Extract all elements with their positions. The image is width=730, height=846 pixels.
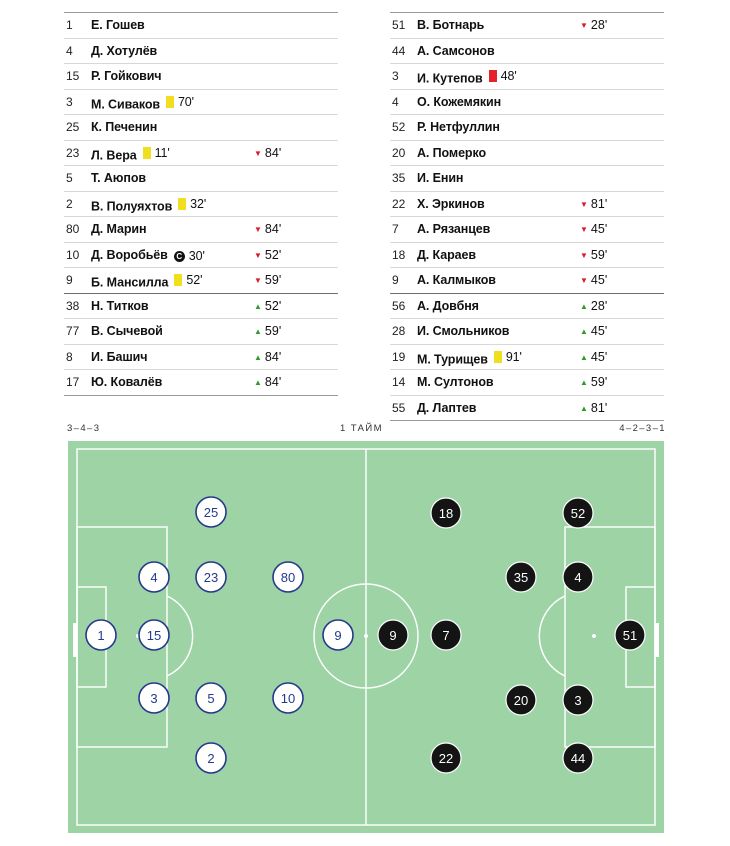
captain-icon: C	[174, 251, 185, 262]
sub-in-arrow-icon: ▲	[580, 301, 588, 311]
lineup-row	[390, 345, 664, 371]
player-number: 5	[66, 171, 73, 185]
lineup-row	[390, 370, 664, 396]
away-player-token	[431, 743, 461, 773]
player-name	[417, 192, 485, 217]
substitution	[580, 192, 607, 218]
player-name	[91, 39, 157, 64]
pitch-svg	[68, 441, 664, 833]
lineup-row	[390, 13, 664, 39]
player-name	[417, 166, 463, 191]
sub-out-arrow-icon: ▼	[580, 199, 588, 209]
player-name-text: Л. Вера	[91, 147, 137, 162]
away-player-token	[378, 620, 408, 650]
yellow-card-icon	[143, 147, 151, 159]
player-name	[91, 192, 206, 219]
away-player-token	[563, 685, 593, 715]
substitution	[580, 268, 607, 294]
player-name-text: Р. Гойкович	[91, 69, 162, 83]
player-number: 15	[66, 69, 80, 83]
player-name-text: А. Рязанцев	[417, 222, 491, 236]
lineup-row	[64, 141, 338, 167]
player-event	[174, 244, 205, 269]
token-number: 3	[574, 693, 582, 708]
sub-minute: 84'	[264, 145, 282, 160]
player-name	[417, 39, 495, 64]
substitution	[254, 345, 281, 371]
lineup-row	[390, 115, 664, 141]
player-name-text: К. Печенин	[91, 120, 158, 134]
player-name	[417, 396, 476, 421]
lineup-row	[64, 268, 338, 294]
away-player-token	[506, 562, 536, 592]
player-name-text: М. Турищев	[417, 351, 488, 366]
player-name	[91, 319, 163, 344]
lineup-row	[64, 13, 338, 39]
player-number: 38	[66, 298, 80, 313]
player-number: 77	[66, 324, 80, 338]
player-name	[417, 294, 479, 319]
lineup-row	[390, 141, 664, 167]
player-event	[166, 90, 194, 115]
player-number: 18	[392, 247, 406, 262]
sub-minute: 45'	[590, 273, 608, 287]
player-name-text: Т. Аюпов	[91, 171, 146, 185]
away-player-token	[563, 498, 593, 528]
player-name	[91, 243, 205, 269]
away-formation-label: 4–2–3–1	[619, 423, 666, 434]
lineup-row	[64, 192, 338, 218]
player-number: 8	[66, 349, 73, 364]
sub-minute: 59'	[264, 324, 282, 338]
player-event	[178, 192, 206, 217]
away-lineup	[390, 12, 664, 421]
event-minute: 48'	[500, 69, 517, 83]
sub-minute: 84'	[264, 222, 282, 236]
token-number: 5	[207, 691, 215, 706]
substitution	[580, 294, 607, 320]
right-penalty-spot	[592, 634, 596, 638]
player-number: 7	[392, 222, 399, 236]
sub-minute: 59'	[590, 247, 608, 262]
lineup-row	[390, 64, 664, 90]
player-name	[91, 141, 170, 168]
lineup-row	[390, 243, 664, 269]
player-name	[417, 319, 509, 344]
substitution	[254, 243, 281, 269]
token-number: 15	[146, 628, 162, 643]
home-lineup	[64, 12, 338, 396]
player-name	[417, 345, 522, 372]
sub-in-arrow-icon: ▲	[580, 403, 588, 413]
player-name-text: И. Смольников	[417, 324, 510, 338]
substitution	[254, 141, 281, 167]
player-name	[417, 268, 496, 293]
sub-out-arrow-icon: ▼	[580, 250, 588, 260]
half-label: 1 ТАЙМ	[340, 423, 383, 434]
player-name	[417, 370, 493, 395]
player-name-text: Н. Титков	[91, 298, 149, 313]
sub-out-arrow-icon: ▼	[254, 250, 262, 260]
token-number: 2	[207, 751, 215, 766]
player-name	[417, 64, 517, 91]
lineup-row	[390, 396, 664, 422]
player-name	[91, 166, 146, 191]
sub-out-arrow-icon: ▼	[580, 276, 588, 285]
player-name-text: А. Померко	[417, 145, 486, 160]
player-number: 1	[66, 18, 73, 32]
sub-out-arrow-icon: ▼	[254, 225, 262, 234]
yellow-card-icon	[166, 96, 174, 108]
sub-in-arrow-icon: ▲	[254, 301, 262, 311]
player-name-text: Д. Караев	[417, 247, 476, 262]
sub-out-arrow-icon: ▼	[254, 276, 262, 285]
player-event	[494, 345, 522, 370]
player-name	[91, 64, 161, 89]
player-name	[417, 243, 476, 268]
player-number: 2	[66, 196, 73, 211]
sub-minute: 45'	[590, 349, 608, 364]
token-number: 23	[203, 570, 219, 585]
home-player-token	[196, 562, 226, 592]
player-number: 22	[392, 196, 406, 211]
lineup-row	[64, 39, 338, 65]
player-number: 35	[392, 171, 406, 185]
token-number: 20	[513, 693, 529, 708]
sub-out-arrow-icon: ▼	[254, 148, 262, 158]
player-name	[91, 13, 145, 38]
pitch-diagram	[68, 441, 664, 833]
event-minute: 52'	[186, 273, 203, 287]
event-minute: 11'	[154, 145, 170, 160]
player-number: 3	[66, 94, 73, 109]
player-number: 14	[392, 375, 406, 389]
lineup-row	[64, 370, 338, 396]
player-number: 44	[392, 43, 406, 58]
player-number: 19	[392, 349, 406, 364]
lineup-row	[390, 39, 664, 65]
lineup-row	[64, 115, 338, 141]
event-minute: 70'	[177, 94, 194, 109]
home-player-token	[139, 620, 169, 650]
away-player-token	[431, 498, 461, 528]
sub-in-arrow-icon: ▲	[580, 327, 588, 336]
token-number: 51	[622, 628, 638, 643]
lineup-row	[64, 64, 338, 90]
player-number: 9	[66, 273, 73, 287]
lineup-row	[64, 166, 338, 192]
sub-in-arrow-icon: ▲	[580, 352, 588, 362]
substitution	[580, 319, 607, 345]
player-name-text: В. Ботнарь	[417, 18, 485, 32]
player-name-text: А. Самсонов	[417, 43, 495, 58]
sub-minute: 52'	[264, 247, 282, 262]
token-number: 7	[442, 628, 450, 643]
substitution	[254, 294, 281, 320]
player-name-text: И. Кутепов	[417, 71, 483, 86]
sub-in-arrow-icon: ▲	[254, 352, 262, 362]
lineup-row	[390, 90, 664, 116]
player-number: 52	[392, 120, 406, 134]
player-name-text: В. Сычевой	[91, 324, 163, 338]
player-name-text: А. Довбня	[417, 298, 479, 313]
player-name	[417, 217, 490, 242]
player-number: 17	[66, 375, 80, 389]
home-player-token	[139, 683, 169, 713]
player-event	[489, 64, 517, 89]
token-number: 35	[513, 570, 529, 585]
lineup-row	[64, 294, 338, 320]
player-number: 3	[392, 69, 399, 83]
player-number: 10	[66, 247, 80, 262]
token-number: 52	[570, 506, 586, 521]
player-name-text: М. Султонов	[417, 375, 494, 389]
token-number: 4	[150, 570, 158, 585]
home-formation-label: 3–4–3	[67, 423, 101, 434]
player-name-text: Р. Нетфуллин	[417, 120, 500, 134]
player-name-text: Д. Лаптев	[417, 400, 477, 415]
player-number: 28	[392, 324, 406, 338]
away-player-token	[506, 685, 536, 715]
player-name	[91, 115, 157, 140]
lineup-row	[390, 268, 664, 294]
player-name	[417, 90, 501, 115]
lineup-row	[390, 192, 664, 218]
player-number: 4	[392, 94, 399, 109]
home-player-token	[273, 562, 303, 592]
sub-minute: 45'	[590, 324, 608, 338]
lineup-row	[64, 217, 338, 243]
left-goal	[73, 623, 77, 657]
sub-minute: 59'	[590, 375, 608, 389]
home-player-token	[196, 743, 226, 773]
red-card-icon	[489, 70, 497, 82]
away-player-token	[563, 743, 593, 773]
home-player-token	[196, 497, 226, 527]
player-name-text: М. Сиваков	[91, 96, 160, 111]
center-spot	[364, 634, 368, 638]
substitution	[580, 396, 607, 422]
sub-out-arrow-icon: ▼	[580, 21, 588, 30]
home-player-token	[139, 562, 169, 592]
sub-in-arrow-icon: ▲	[580, 378, 588, 387]
sub-minute: 59'	[264, 273, 282, 287]
sub-in-arrow-icon: ▲	[254, 378, 262, 387]
token-number: 3	[150, 691, 158, 706]
sub-in-arrow-icon: ▲	[254, 327, 262, 336]
player-name-text: И. Енин	[417, 171, 464, 185]
player-number: 51	[392, 18, 406, 32]
event-minute: 30'	[188, 248, 205, 263]
player-name	[91, 90, 194, 117]
lineup-row	[64, 345, 338, 371]
sub-out-arrow-icon: ▼	[580, 225, 588, 234]
home-player-token	[86, 620, 116, 650]
player-number: 25	[66, 120, 80, 134]
player-number: 56	[392, 298, 406, 313]
token-number: 4	[574, 570, 582, 585]
sub-minute: 28'	[590, 18, 608, 32]
player-name-text: Б. Мансилла	[91, 275, 169, 290]
lineup-row	[64, 243, 338, 269]
home-player-token	[196, 683, 226, 713]
yellow-card-icon	[494, 351, 502, 363]
player-name-text: А. Калмыков	[417, 273, 496, 287]
player-name-text: Х. Эркинов	[417, 196, 485, 211]
sub-minute: 81'	[590, 196, 608, 211]
sub-minute: 81'	[590, 400, 608, 415]
player-name	[91, 268, 202, 295]
player-name	[417, 115, 500, 140]
substitution	[254, 319, 281, 345]
sub-minute: 45'	[590, 222, 608, 236]
lineup-row	[64, 319, 338, 345]
token-number: 44	[570, 751, 586, 766]
player-name-text: Ю. Ковалёв	[91, 375, 163, 389]
player-name	[91, 294, 148, 319]
token-number: 18	[438, 506, 454, 521]
substitution	[580, 345, 607, 371]
event-minute: 91'	[505, 349, 522, 364]
sub-minute: 52'	[264, 298, 282, 313]
player-name-text: Д. Хотулёв	[91, 43, 158, 58]
lineup-row	[390, 217, 664, 243]
lineup-row	[390, 319, 664, 345]
substitution	[254, 370, 281, 396]
substitution	[580, 370, 607, 396]
substitution	[580, 13, 607, 39]
away-player-token	[563, 562, 593, 592]
player-number: 20	[392, 145, 406, 160]
player-number: 4	[66, 43, 73, 58]
player-name	[91, 217, 146, 242]
player-name	[91, 345, 147, 370]
lineup-row	[64, 90, 338, 116]
player-name-text: О. Кожемякин	[417, 94, 502, 109]
lineup-row	[390, 294, 664, 320]
player-name-text: Е. Гошев	[91, 18, 145, 32]
token-number: 10	[280, 691, 296, 706]
home-player-token	[323, 620, 353, 650]
player-event	[174, 268, 202, 293]
player-name-text: Д. Воробьёв	[91, 247, 168, 262]
away-player-token	[615, 620, 645, 650]
substitution	[254, 268, 281, 294]
sub-minute: 28'	[590, 298, 608, 313]
token-number: 1	[97, 628, 105, 643]
substitution	[580, 217, 607, 243]
token-number: 9	[334, 628, 342, 643]
player-event	[143, 141, 170, 166]
substitution	[254, 217, 281, 243]
yellow-card-icon	[178, 198, 186, 210]
token-number: 80	[280, 570, 296, 585]
player-number: 55	[392, 400, 406, 415]
substitution	[580, 243, 607, 269]
yellow-card-icon	[174, 274, 182, 286]
player-name	[417, 13, 484, 38]
right-goal	[655, 623, 659, 657]
sub-minute: 84'	[264, 375, 282, 389]
player-name-text: Д. Марин	[91, 222, 147, 236]
player-name-text: И. Башич	[91, 349, 148, 364]
player-name	[417, 141, 486, 166]
sub-minute: 84'	[264, 349, 282, 364]
player-number: 9	[392, 273, 399, 287]
away-player-token	[431, 620, 461, 650]
player-number: 23	[66, 145, 80, 160]
event-minute: 32'	[190, 196, 207, 211]
token-number: 25	[203, 505, 219, 520]
lineup-row	[390, 166, 664, 192]
player-number: 80	[66, 222, 80, 236]
player-name-text: В. Полуяхтов	[91, 198, 173, 213]
player-name	[91, 370, 162, 395]
home-player-token	[273, 683, 303, 713]
token-number: 22	[438, 751, 454, 766]
token-number: 9	[389, 628, 397, 643]
